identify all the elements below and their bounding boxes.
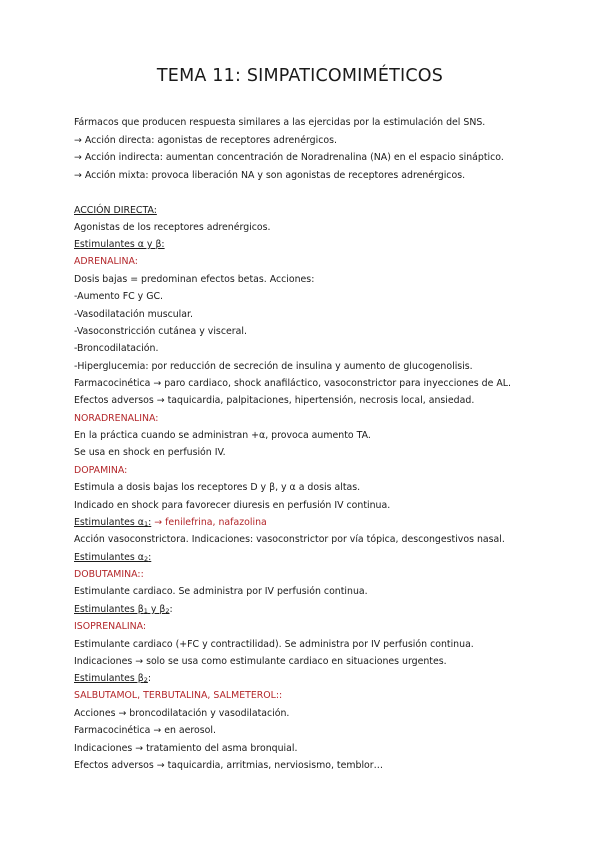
body-line: Se usa en shock en perfusión IV. bbox=[74, 447, 226, 458]
drug-name: ISOPRENALINA: bbox=[74, 621, 147, 632]
intro-line: → Acción mixta: provoca liberación NA y son agonistas de receptores adrenérgicos. bbox=[74, 170, 466, 181]
subsection-heading: Estimulantes $\beta_1$ y $\beta_2$: bbox=[74, 604, 173, 615]
subsection-label: Estimulantes $\alpha_1$: bbox=[74, 517, 152, 528]
body-line: Estimula a dosis bajas los receptores D y β, y α a dosis altas. bbox=[74, 482, 361, 493]
section-heading: ACCIÓN DIRECTA: bbox=[74, 205, 157, 216]
drug-name: SALBUTAMOL, TERBUTALINA, SALMETEROL:: bbox=[74, 690, 283, 701]
body-line: Acción vasoconstrictora. Indicaciones: vasoconstrictor por vía tópica, descongestivos nasal. bbox=[74, 534, 505, 545]
drug-name: DOPAMINA: bbox=[74, 465, 128, 476]
subsection-label: Estimulantes $\alpha_2$: bbox=[74, 552, 152, 563]
drug-name: ADRENALINA: bbox=[74, 256, 138, 267]
body-line: Indicaciones → solo se usa como estimulante cardiaco en situaciones urgentes. bbox=[74, 656, 447, 667]
body-line: En la práctica cuando se administran +α, provoca aumento TA. bbox=[74, 430, 371, 441]
intro-line: → Acción directa: agonistas de receptores adrenérgicos. bbox=[74, 135, 337, 146]
body-line: -Vasoconstricción cutánea y visceral. bbox=[74, 326, 247, 337]
body-line: Indicado en shock para favorecer diuresis en perfusión IV continua. bbox=[74, 500, 391, 511]
body-line: Estimulante cardiaco (+FC y contractilidad). Se administra por IV perfusión continua. bbox=[74, 639, 474, 650]
body-line: Efectos adversos → taquicardia, arritmias, nerviosismo, temblor… bbox=[74, 760, 384, 771]
drug-name: DOBUTAMINA:: bbox=[74, 569, 144, 580]
body-line: Acciones → broncodilatación y vasodilatación. bbox=[74, 708, 290, 719]
body-line: Farmacocinética → en aerosol. bbox=[74, 725, 216, 736]
body-line: -Broncodilatación. bbox=[74, 343, 159, 354]
drug-name: NORADRENALINA: bbox=[74, 413, 159, 424]
subsection-heading bbox=[74, 552, 151, 565]
body-line: Efectos adversos → taquicardia, palpitaciones, hipertensión, necrosis local, ansiedad. bbox=[74, 395, 475, 406]
body-line: -Hiperglucemia: por reducción de secreción de insulina y aumento de glucogenolisis. bbox=[74, 361, 473, 372]
intro-line: Fármacos que producen respuesta similares a las ejercidas por la estimulación del SNS. bbox=[74, 117, 486, 128]
section-desc: Agonistas de los receptores adrenérgicos. bbox=[74, 222, 271, 233]
body-line: Dosis bajas = predominan efectos betas. Acciones: bbox=[74, 274, 315, 285]
page-title: TEMA 11: SIMPATICOMIMÉTICOS bbox=[156, 66, 444, 86]
intro-line: → Acción indirecta: aumentan concentración de Noradrenalina (NA) en el espacio sináptico. bbox=[74, 152, 504, 163]
body-line: Indicaciones → tratamiento del asma bronquial. bbox=[74, 743, 298, 754]
drug-list: → fenilefrina, nafazolina bbox=[151, 517, 267, 528]
body-line: -Vasodilatación muscular. bbox=[74, 309, 194, 320]
subsection-heading: Estimulantes $\beta_2$: bbox=[74, 673, 152, 684]
subsection-label: Estimulantes $\beta_1$ y $\beta_2$ bbox=[74, 604, 170, 615]
body-line: Farmacocinética → paro cardiaco, shock anafiláctico, vasoconstrictor para inyecciones de AL. bbox=[74, 378, 511, 389]
body-line: Estimulante cardiaco. Se administra por IV perfusión continua. bbox=[74, 586, 368, 597]
subsection-heading bbox=[74, 517, 267, 530]
body-line: -Aumento FC y GC. bbox=[74, 291, 164, 302]
subsection-heading: Estimulantes α y β: bbox=[74, 239, 165, 250]
subsection-label: Estimulantes $\beta_2$ bbox=[74, 673, 148, 684]
